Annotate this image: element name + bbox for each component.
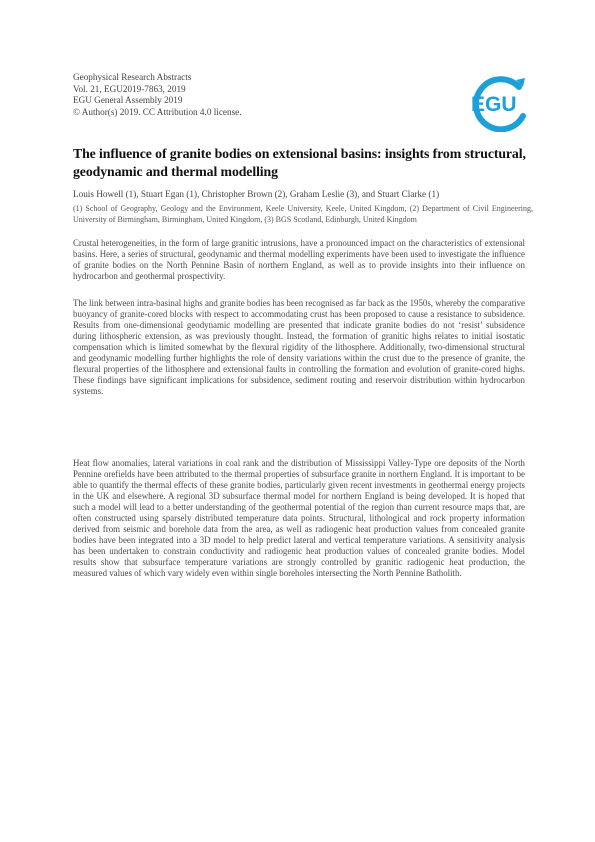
volume-info: Vol. 21, EGU2019-7863, 2019: [73, 83, 186, 94]
abstract-paragraph: Crustal heterogeneities, in the form of large granitic intrusions, have a pronounced impact on the characteristics of extensional basins. Here, a series of structural, geodynamic and thermal modelling experiments have been used to investigate the influence of granite bodies on the North Pennine Basin of northern England, as well as to provide insights into their influence on hydrocarbon and geothermal prospectivity.: [73, 238, 525, 282]
abstract-paragraph: Heat flow anomalies, lateral variations in coal rank and the distribution of Mississippi Valley-Type ore deposits of the North Pennine orefields have been attributed to the thermal properties of subsurface granite in northern England. It is important to be able to quantify the thermal effects of these granite bodies, particularly given recent investments in geothermal energy projects in the UK and elsewhere. A regional 3D subsurface thermal model for northern England is being developed. It is hoped that such a model will lead to a better understanding of the geothermal potential of the region than current resource maps that, are often constructed using sparsely distributed temperature data points. Structural, lithological and rock property information derived from seismic and borehole data from the area, as well as radiogenic heat production values from concealed granite bodies have been integrated into a 3D model to help predict lateral and vertical temperature variations. A sensitivity analysis has been undertaken to constrain conductivity and radiogenic heat production values of concealed granite bodies. Model results show that subsurface temperature variations are strongly controlled by granitic radiogenic heat production, the measured values of which vary widely even within single boreholes intersecting the North Pennine Batholith.: [73, 458, 525, 579]
affiliations: (1) School of Geography, Geology and the Environment, Keele University, Keele, United Kingdom, (2) Department of Civil Engineering, University of Birmingham, Birmingham, United Kingdom, (3) BGS Scotland, Edinburgh, United Kingdom: [73, 204, 533, 224]
logo-text: EGU: [471, 93, 517, 116]
license-text: © Author(s) 2019. CC Attribution 4.0 license.: [73, 106, 242, 117]
egu-logo: [459, 74, 531, 132]
paper-title: The influence of granite bodies on extensional basins: insights from structural, geodynamic and thermal modelling: [73, 146, 526, 179]
author-list: Louis Howell (1), Stuart Egan (1), Christopher Brown (2), Graham Leslie (3), and Stuart Clarke (1): [73, 189, 440, 199]
assembly-name: EGU General Assembly 2019: [73, 95, 183, 106]
abstract-paragraph: The link between intra-basinal highs and granite bodies has been recognised as far back as the 1950s, whereby the comparative buoyancy of granite-cored blocks with respect to accommodating crust has been proposed to cause a resistance to subsidence. Results from one-dimensional geodynamic modelling are presented that indicate granite bodies do not ‘resist’ subsidence during lithospheric extension, as was previously thought. Instead, the formation of granitic highs relates to initial isostatic compensation which is limited somewhat by the flexural rigidity of the lithosphere. Additionally, two-dimensional structural and geodynamic modelling further highlights the role of density variations within the crust due to the presence of granite, the flexural properties of the lithosphere and extensional faults in controlling the formation and evolution of granite-cored highs. These findings have significant implications for subsidence, sediment routing and reservoir distribution within hydrocarbon systems.: [73, 298, 525, 397]
publication-header: [73, 72, 242, 118]
journal-name: Geophysical Research Abstracts: [73, 72, 192, 82]
